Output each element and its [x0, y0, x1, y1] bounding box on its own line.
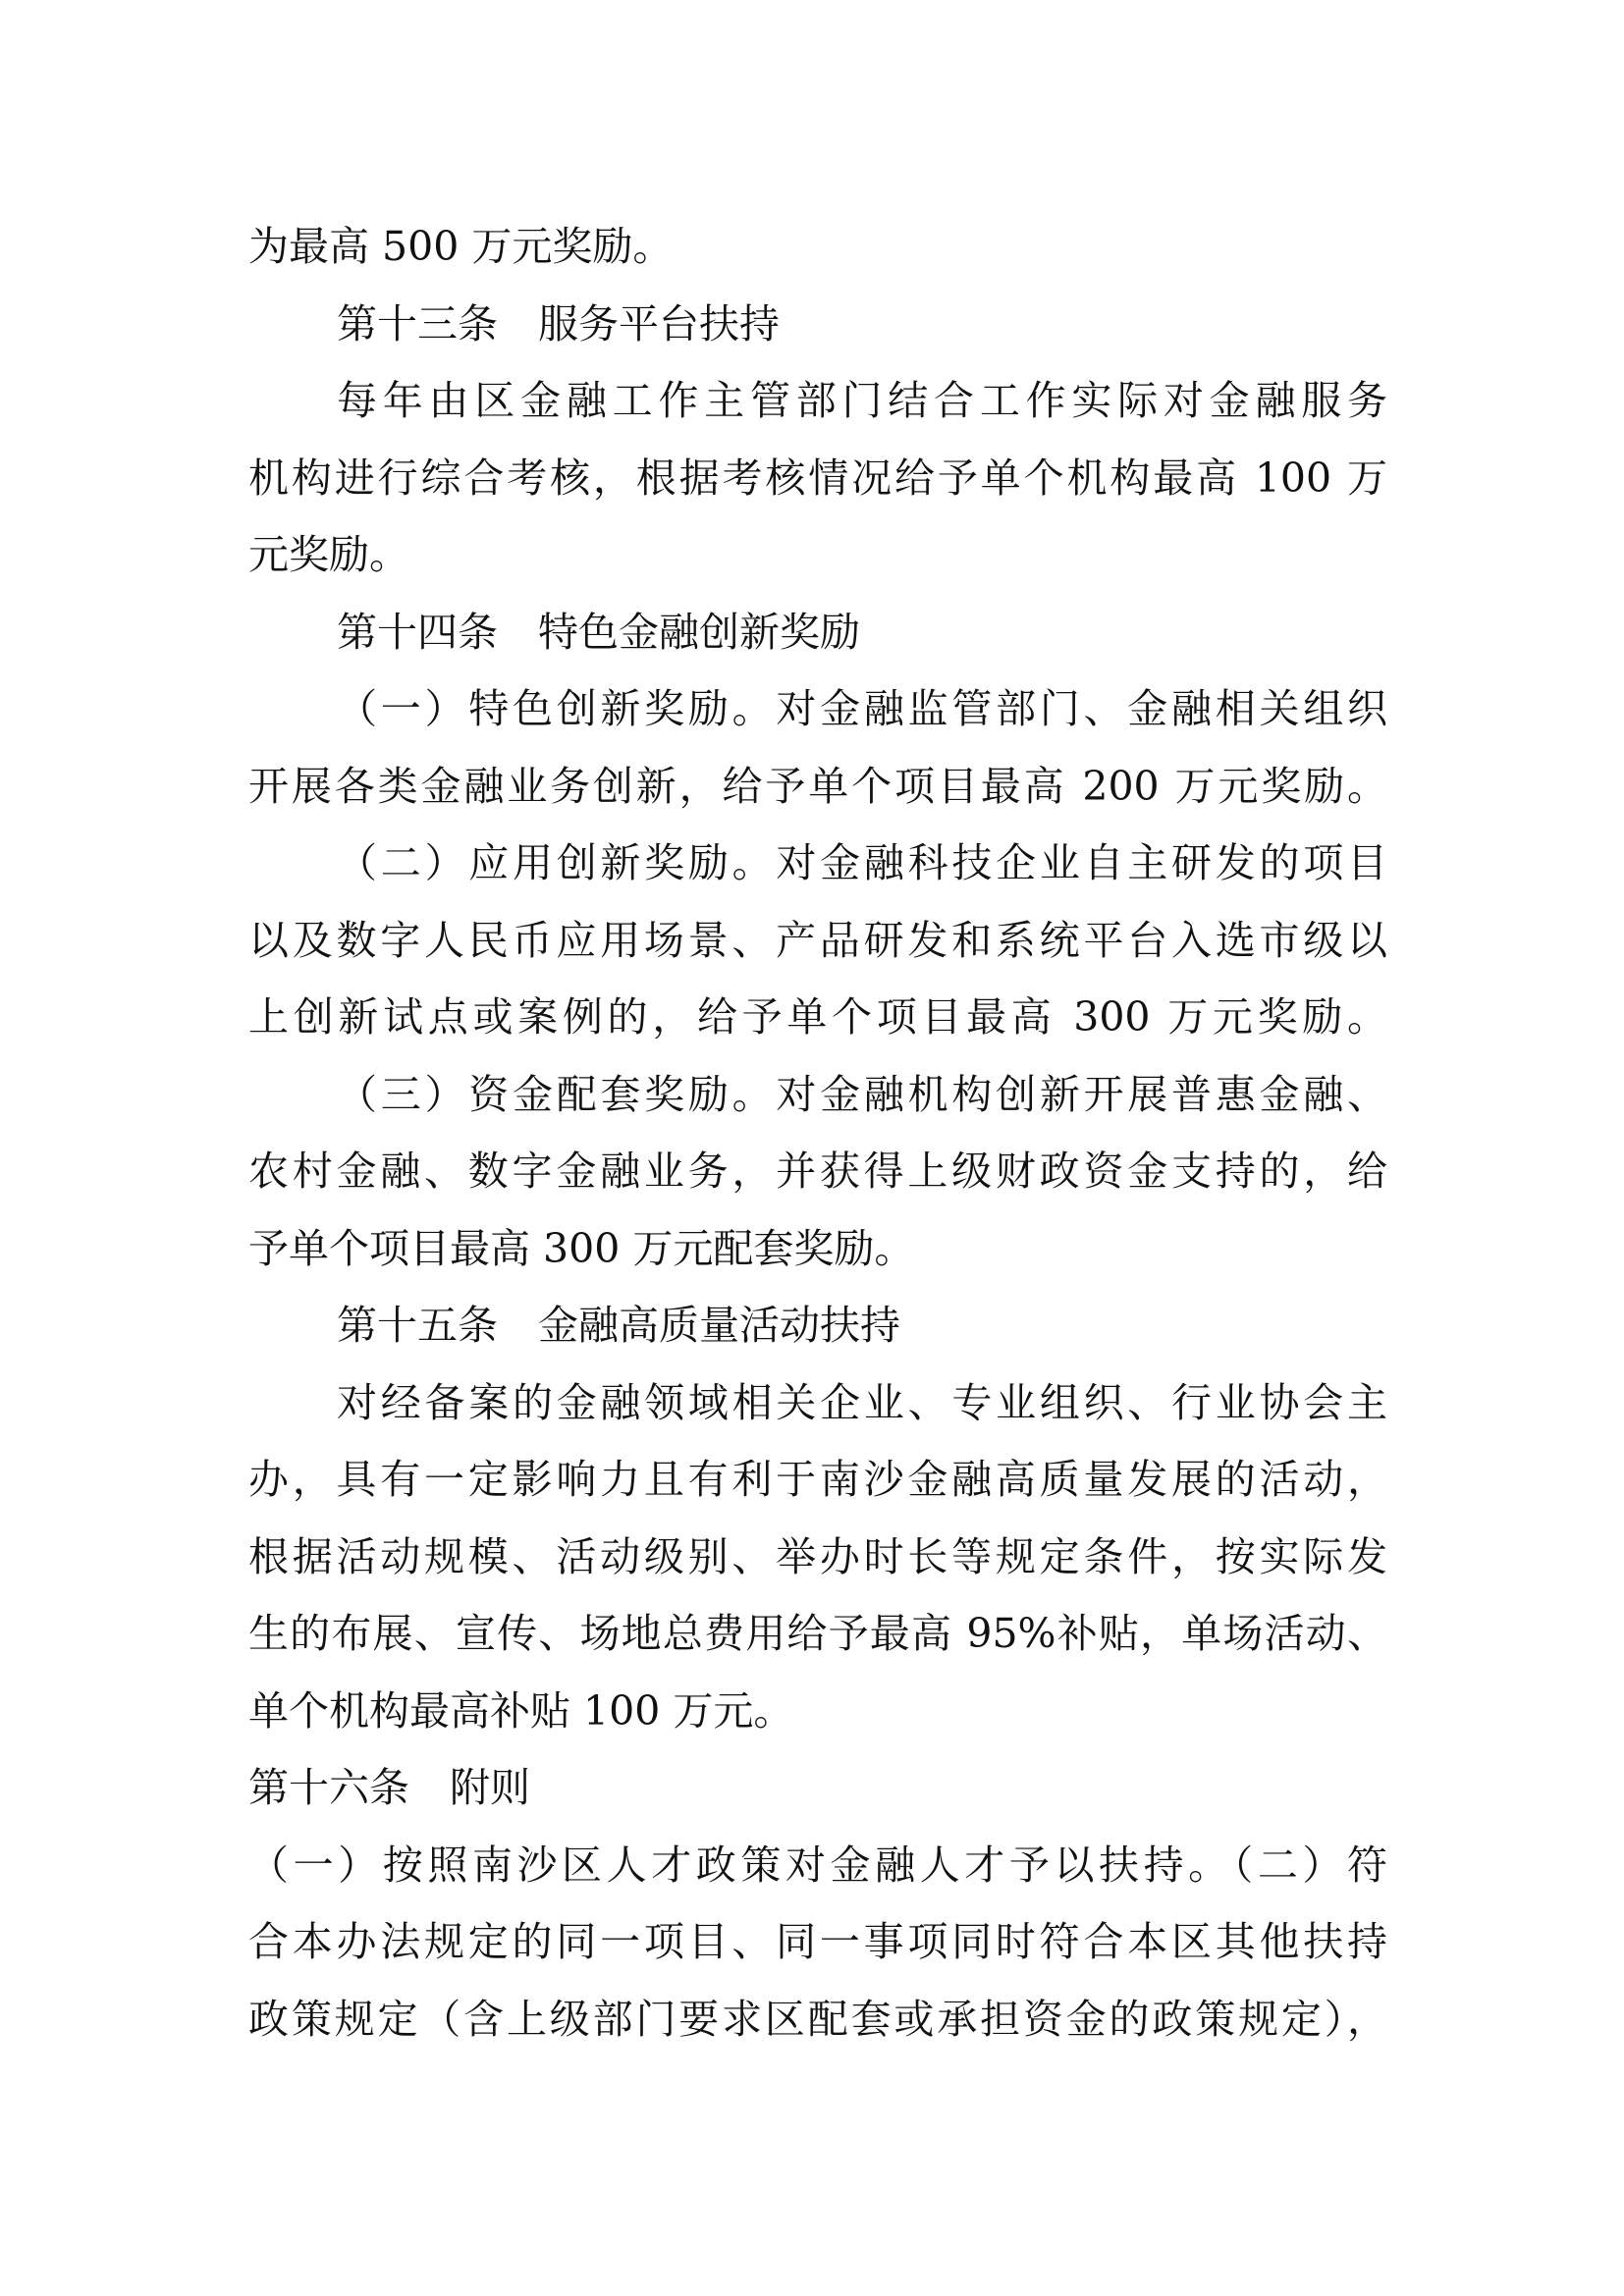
text-line-19: 生的布展、宣传、场地总费用给予最高 95%补贴，单场活动、 [248, 1610, 1387, 1657]
text-line-5: 元奖励。 [248, 531, 409, 578]
text-line-24: 政策规定（含上级部门要求区配套或承担资金的政策规定）， [248, 1995, 1387, 2043]
text-line-22: （一）按照南沙区人才政策对金融人才予以扶持。（二）符 [248, 1841, 1387, 1889]
text-line-17: 办，具有一定影响力且有利于南沙金融高质量发展的活动， [248, 1456, 1387, 1503]
text-line-12: （三）资金配套奖励。对金融机构创新开展普惠金融、 [337, 1070, 1387, 1118]
text-line-13: 农村金融、数字金融业务，并获得上级财政资金支持的，给 [248, 1148, 1387, 1195]
text-line-10: 以及数字人民币应用场景、产品研发和系统平台入选市级以 [248, 916, 1387, 964]
text-line-1: 为最高 500 万元奖励。 [248, 223, 674, 270]
text-line-20: 单个机构最高补贴 100 万元。 [248, 1686, 794, 1735]
text-line-23: 合本办法规定的同一项目、同一事项同时符合本区其他扶持 [248, 1918, 1387, 1965]
text-line-3: 每年由区金融工作主管部门结合工作实际对金融服务 [337, 377, 1387, 424]
text-line-18: 根据活动规模、活动级别、举办时长等规定条件，按实际发 [248, 1532, 1387, 1580]
article-13-heading: 第十三条 服务平台扶持 [337, 299, 780, 347]
text-line-7: （一）特色创新奖励。对金融监管部门、金融相关组织 [337, 685, 1387, 732]
article-16-heading: 第十六条 附则 [248, 1764, 530, 1811]
text-line-4: 机构进行综合考核，根据考核情况给予单个机构最高 100 万 [248, 454, 1387, 502]
article-14-heading: 第十四条 特色金融创新奖励 [337, 608, 860, 656]
text-line-9: （二）应用创新奖励。对金融科技企业自主研发的项目 [337, 839, 1387, 886]
document-page [248, 208, 1387, 2057]
text-line-8: 开展各类金融业务创新，给予单个项目最高 200 万元奖励。 [248, 762, 1387, 810]
text-line-11: 上创新试点或案例的，给予单个项目最高 300 万元奖励。 [248, 993, 1387, 1041]
article-15-heading: 第十五条 金融高质量活动扶持 [337, 1302, 900, 1349]
text-line-16: 对经备案的金融领域相关企业、专业组织、行业协会主 [337, 1378, 1387, 1426]
text-line-14: 予单个项目最高 300 万元配套奖励。 [248, 1224, 915, 1272]
